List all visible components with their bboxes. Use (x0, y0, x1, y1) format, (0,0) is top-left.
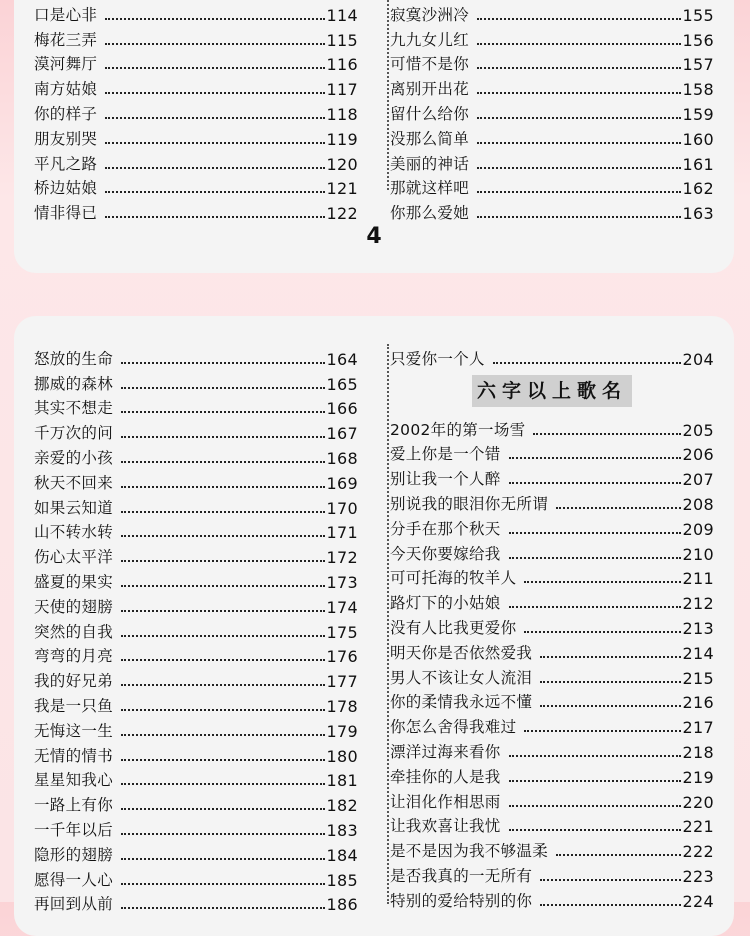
toc-entry-title: 无情的情书 (34, 746, 114, 765)
toc-entry[interactable] (390, 638, 714, 663)
toc-entry-page: 118 (326, 104, 358, 124)
toc-entry[interactable] (34, 174, 358, 199)
toc-entry-page: 216 (682, 693, 714, 713)
toc-entry[interactable] (390, 588, 714, 613)
dot-leader (540, 705, 680, 707)
toc-entry-page: 157 (682, 55, 714, 75)
toc-entry-page: 183 (326, 820, 358, 840)
toc-entry[interactable] (34, 865, 358, 890)
toc-entry[interactable] (34, 542, 358, 567)
dot-leader (121, 858, 325, 860)
dot-leader (509, 805, 681, 807)
toc-entry-title: 如果云知道 (34, 498, 114, 517)
toc-entry[interactable] (390, 712, 714, 737)
toc-entry[interactable] (34, 493, 358, 518)
toc-entry-title: 南方姑娘 (34, 80, 98, 99)
dot-leader (477, 92, 681, 94)
toc-entry[interactable] (390, 0, 714, 25)
dot-leader (540, 904, 680, 906)
toc-entry-page: 207 (682, 470, 714, 490)
toc-entry-title: 天使的翅膀 (34, 597, 114, 616)
toc-entry-page: 162 (682, 179, 714, 199)
dot-leader (477, 142, 681, 144)
toc-entry-page: 178 (326, 696, 358, 716)
toc-entry-title: 再回到从前 (34, 895, 114, 914)
toc-entry[interactable] (390, 787, 714, 812)
toc-entry-title: 愿得一人心 (34, 870, 114, 889)
toc-entry-page: 186 (326, 895, 358, 915)
toc-entry-page: 172 (326, 548, 358, 568)
toc-entry-page: 164 (326, 349, 358, 369)
toc-entry-title: 伤心太平洋 (34, 548, 114, 567)
toc-entry-page: 218 (682, 742, 714, 762)
dot-leader (533, 433, 680, 435)
dot-leader (556, 854, 681, 856)
toc-entry[interactable] (34, 0, 358, 25)
toc-entry-title: 星星知我心 (34, 771, 114, 790)
page-number: 4 (366, 224, 382, 249)
dot-leader (477, 117, 681, 119)
toc-entry-page: 166 (326, 399, 358, 419)
toc-entry[interactable] (390, 74, 714, 99)
toc-entry-page: 171 (326, 523, 358, 543)
toc-entry-title: 其实不想走 (34, 399, 114, 418)
toc-entry[interactable] (390, 198, 714, 223)
dot-leader (509, 532, 681, 534)
toc-column-right (390, 344, 714, 911)
toc-entry-title: 盛夏的果实 (34, 572, 114, 591)
toc-entry[interactable] (34, 468, 358, 493)
toc-entry-title: 让泪化作相思雨 (390, 792, 501, 811)
toc-entry[interactable] (390, 464, 714, 489)
toc-entry-page: 221 (682, 817, 714, 837)
toc-entry-page: 220 (682, 792, 714, 812)
toc-entry-page: 158 (682, 80, 714, 100)
toc-entry[interactable] (34, 369, 358, 394)
dot-leader (509, 482, 681, 484)
toc-entry[interactable] (390, 836, 714, 861)
toc-entry-title: 突然的自我 (34, 622, 114, 641)
toc-entry-title: 你那么爱她 (390, 204, 470, 223)
dot-leader (477, 216, 681, 218)
dot-leader (509, 557, 681, 559)
toc-entry-title: 隐形的翅膀 (34, 845, 114, 864)
dot-leader (121, 461, 325, 463)
toc-entry-title: 口是心非 (34, 5, 98, 24)
toc-entry-title: 是不是因为我不够温柔 (390, 842, 549, 861)
toc-entry-title: 路灯下的小姑娘 (390, 594, 501, 613)
toc-entry-page: 184 (326, 845, 358, 865)
toc-entry-page: 114 (326, 5, 358, 25)
toc-entry-title: 我的好兄弟 (34, 672, 114, 691)
toc-entry-title: 牵挂你的人是我 (390, 767, 501, 786)
toc-entry-title: 让我欢喜让我忧 (390, 817, 501, 836)
dot-leader (509, 457, 681, 459)
toc-entry-title: 别说我的眼泪你无所谓 (390, 494, 549, 513)
dot-leader (477, 67, 681, 69)
column-divider (387, 0, 389, 190)
toc-entry-title: 情非得已 (34, 204, 98, 223)
toc-entry-title: 分手在那个秋天 (390, 519, 501, 538)
toc-entry[interactable] (390, 415, 714, 440)
toc-entry[interactable] (390, 762, 714, 787)
toc-entry[interactable] (390, 539, 714, 564)
toc-entry-title: 漠河舞厅 (34, 55, 98, 74)
toc-entry[interactable] (34, 567, 358, 592)
dot-leader (524, 730, 680, 732)
toc-entry-page: 170 (326, 498, 358, 518)
toc-entry-title: 男人不该让女人流泪 (390, 668, 533, 687)
dot-leader (121, 907, 325, 909)
toc-entry-page: 174 (326, 597, 358, 617)
dot-leader (556, 507, 681, 509)
toc-entry[interactable] (390, 25, 714, 50)
toc-entry-title: 爱上你是一个错 (390, 445, 501, 464)
toc-entry-page: 213 (682, 618, 714, 638)
toc-entry[interactable] (390, 663, 714, 688)
toc-entry[interactable] (390, 149, 714, 174)
dot-leader (121, 883, 325, 885)
toc-entry-title: 你的样子 (34, 104, 98, 123)
dot-leader (477, 18, 681, 20)
toc-entry[interactable] (390, 861, 714, 886)
toc-entry[interactable] (34, 741, 358, 766)
toc-entry[interactable] (34, 592, 358, 617)
dot-leader (105, 67, 324, 69)
toc-entry-title: 那就这样吧 (390, 179, 470, 198)
toc-entry-title: 寂寞沙洲冷 (390, 5, 470, 24)
toc-entry[interactable] (390, 514, 714, 539)
toc-entry-title: 挪威的森林 (34, 374, 114, 393)
toc-entry-title: 九九女儿红 (390, 30, 470, 49)
toc-entry[interactable] (390, 99, 714, 124)
toc-entry-page: 160 (682, 129, 714, 149)
toc-column-left (34, 0, 358, 223)
toc-entry-page: 116 (326, 55, 358, 75)
toc-entry-page: 122 (326, 204, 358, 224)
toc-entry-page: 161 (682, 154, 714, 174)
toc-entry[interactable] (34, 124, 358, 149)
dot-leader (524, 631, 680, 633)
toc-entry-title: 离别开出花 (390, 80, 470, 99)
toc-entry-title: 漂洋过海来看你 (390, 742, 501, 761)
toc-entry-page: 121 (326, 179, 358, 199)
dot-leader (121, 783, 325, 785)
toc-entry[interactable] (390, 124, 714, 149)
toc-entry-page: 185 (326, 870, 358, 890)
dot-leader (121, 560, 325, 562)
toc-entry[interactable] (390, 688, 714, 713)
dot-leader (121, 734, 325, 736)
dot-leader (493, 362, 681, 364)
toc-entry-page: 214 (682, 643, 714, 663)
dot-leader (105, 18, 324, 20)
toc-entry-title: 可惜不是你 (390, 55, 470, 74)
dot-leader (509, 780, 681, 782)
toc-entry-page: 156 (682, 30, 714, 50)
toc-entry[interactable] (390, 886, 714, 911)
toc-entry-title: 朋友别哭 (34, 129, 98, 148)
toc-entry-page: 182 (326, 796, 358, 816)
dot-leader (121, 635, 325, 637)
toc-entry-title: 秋天不回来 (34, 473, 114, 492)
toc-entry-page: 168 (326, 448, 358, 468)
toc-entry[interactable] (34, 50, 358, 75)
toc-entry[interactable] (34, 344, 358, 369)
toc-entry-title: 弯弯的月亮 (34, 647, 114, 666)
dot-leader (524, 581, 680, 583)
toc-entry-title: 美丽的神话 (390, 154, 470, 173)
toc-entry-page: 179 (326, 721, 358, 741)
toc-entry-page: 155 (682, 5, 714, 25)
toc-entry-title: 明天你是否依然爱我 (390, 643, 533, 662)
dot-leader (121, 808, 325, 810)
toc-entry-title: 亲爱的小孩 (34, 448, 114, 467)
toc-entry[interactable] (34, 642, 358, 667)
toc-entry-page: 206 (682, 445, 714, 465)
toc-entry-title: 2002年的第一场雪 (390, 420, 526, 439)
toc-entry[interactable] (390, 489, 714, 514)
toc-entry[interactable] (390, 613, 714, 638)
toc-entry-page: 175 (326, 622, 358, 642)
toc-entry-title: 特别的爱给特别的你 (390, 891, 533, 910)
dot-leader (105, 216, 324, 218)
toc-card-top (14, 0, 734, 273)
toc-entry-page: 211 (682, 569, 714, 589)
toc-entry[interactable] (34, 149, 358, 174)
dot-leader (121, 684, 325, 686)
toc-entry-title: 是否我真的一无所有 (390, 866, 533, 885)
toc-entry[interactable] (34, 74, 358, 99)
dot-leader (121, 759, 325, 761)
column-divider (387, 344, 389, 904)
dot-leader (121, 535, 325, 537)
toc-entry-page: 165 (326, 374, 358, 394)
toc-entry-page: 115 (326, 30, 358, 50)
toc-entry-title: 可可托海的牧羊人 (390, 569, 517, 588)
dot-leader (121, 709, 325, 711)
toc-entry-title: 别让我一个人醉 (390, 470, 501, 489)
toc-entry[interactable] (390, 440, 714, 465)
toc-entry[interactable] (390, 174, 714, 199)
toc-entry-page: 176 (326, 647, 358, 667)
toc-entry[interactable] (34, 394, 358, 419)
toc-entry-page: 224 (682, 891, 714, 911)
dot-leader (105, 167, 324, 169)
dot-leader (121, 362, 325, 364)
dot-leader (121, 610, 325, 612)
toc-entry-page: 205 (682, 420, 714, 440)
dot-leader (477, 167, 681, 169)
toc-entry-title: 桥边姑娘 (34, 179, 98, 198)
toc-entry[interactable] (34, 99, 358, 124)
dot-leader (105, 43, 324, 45)
toc-entry-title: 没那么简单 (390, 129, 470, 148)
toc-entry-page: 222 (682, 842, 714, 862)
toc-card-bottom (14, 316, 734, 936)
toc-entry-title: 平凡之路 (34, 154, 98, 173)
toc-entry-page: 210 (682, 544, 714, 564)
toc-entry-page: 217 (682, 718, 714, 738)
toc-entry-title: 今天你要嫁给我 (390, 544, 501, 563)
dot-leader (509, 755, 681, 757)
toc-column-left (34, 344, 358, 914)
toc-entry[interactable] (34, 418, 358, 443)
toc-entry[interactable] (34, 443, 358, 468)
toc-entry-title: 留什么给你 (390, 104, 470, 123)
dot-leader (105, 92, 324, 94)
toc-entry[interactable] (34, 840, 358, 865)
toc-entry[interactable] (390, 564, 714, 589)
dot-leader (509, 606, 681, 608)
toc-entry-title: 一路上有你 (34, 796, 114, 815)
section-heading: 六字以上歌名 (472, 375, 632, 407)
toc-entry-page: 208 (682, 494, 714, 514)
toc-entry-title: 只爱你一个人 (390, 349, 485, 368)
dot-leader (121, 411, 325, 413)
dot-leader (509, 829, 681, 831)
toc-entry[interactable] (390, 812, 714, 837)
toc-entry-page: 163 (682, 204, 714, 224)
toc-column-right (390, 0, 714, 223)
dot-leader (121, 833, 325, 835)
toc-entry-page: 209 (682, 519, 714, 539)
dot-leader (121, 486, 325, 488)
toc-entry-page: 167 (326, 424, 358, 444)
toc-entry[interactable] (34, 716, 358, 741)
dot-leader (540, 656, 680, 658)
toc-entry[interactable] (34, 198, 358, 223)
toc-entry-title: 怒放的生命 (34, 349, 114, 368)
dot-leader (121, 511, 325, 513)
toc-entry-title: 你怎么舍得我难过 (390, 718, 517, 737)
toc-entry[interactable] (34, 617, 358, 642)
toc-entry[interactable] (34, 766, 358, 791)
toc-entry-page: 119 (326, 129, 358, 149)
toc-entry-title: 一千年以后 (34, 820, 114, 839)
toc-entry[interactable] (34, 790, 358, 815)
toc-entry-page: 120 (326, 154, 358, 174)
toc-entry-page: 223 (682, 866, 714, 886)
toc-entry-title: 梅花三弄 (34, 30, 98, 49)
toc-entry[interactable] (34, 815, 358, 840)
toc-entry-page: 177 (326, 672, 358, 692)
dot-leader (121, 659, 325, 661)
toc-entry-title: 千万次的问 (34, 424, 114, 443)
dot-leader (121, 387, 325, 389)
toc-entry-page: 219 (682, 767, 714, 787)
toc-entry-title: 无悔这一生 (34, 721, 114, 740)
toc-entry[interactable] (34, 518, 358, 543)
toc-entry-page: 169 (326, 473, 358, 493)
dot-leader (540, 681, 680, 683)
dot-leader (540, 879, 680, 881)
toc-entry-page: 212 (682, 594, 714, 614)
toc-entry-page: 173 (326, 572, 358, 592)
dot-leader (477, 191, 681, 193)
toc-entry-page: 117 (326, 80, 358, 100)
toc-entry[interactable] (390, 737, 714, 762)
dot-leader (105, 117, 324, 119)
dot-leader (477, 43, 681, 45)
toc-entry-title: 你的柔情我永远不懂 (390, 693, 533, 712)
toc-entry-page: 159 (682, 104, 714, 124)
toc-entry-page: 204 (682, 349, 714, 369)
toc-entry-page: 181 (326, 771, 358, 791)
toc-entry-title: 我是一只鱼 (34, 696, 114, 715)
toc-entry[interactable] (390, 50, 714, 75)
toc-entry-title: 没有人比我更爱你 (390, 618, 517, 637)
dot-leader (105, 142, 324, 144)
toc-list (390, 415, 714, 911)
toc-entry-page: 215 (682, 668, 714, 688)
dot-leader (121, 436, 325, 438)
toc-entry[interactable] (34, 666, 358, 691)
dot-leader (105, 191, 324, 193)
dot-leader (121, 585, 325, 587)
toc-entry[interactable] (34, 691, 358, 716)
toc-entry[interactable] (390, 344, 714, 369)
toc-entry-title: 山不转水转 (34, 523, 114, 542)
toc-entry[interactable] (34, 25, 358, 50)
toc-entry-page: 180 (326, 746, 358, 766)
